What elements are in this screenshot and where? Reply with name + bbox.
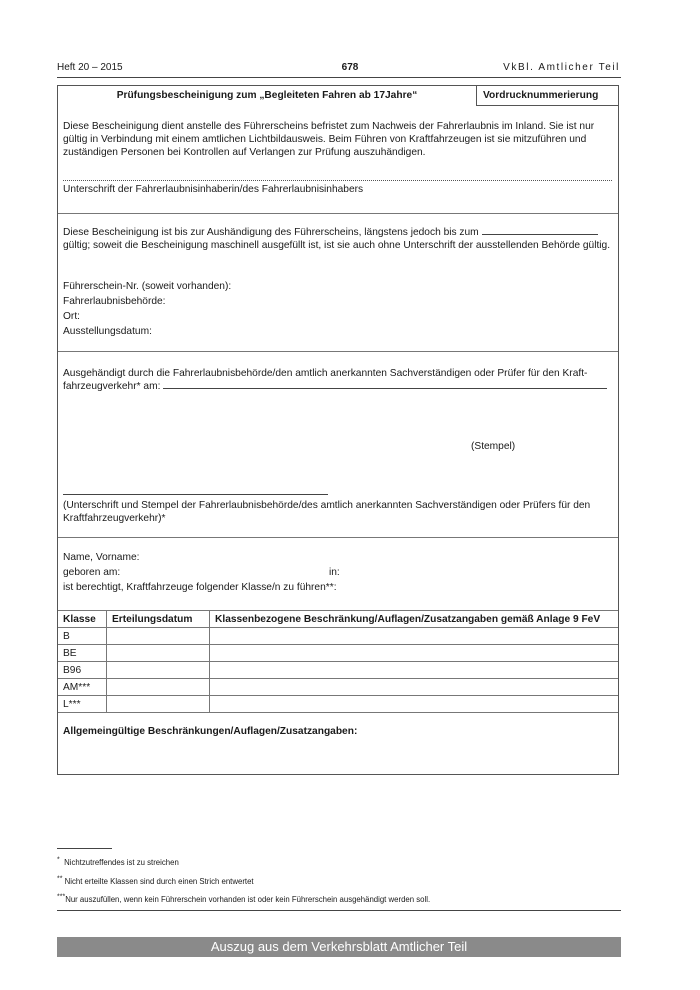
- license-number-label: Führerschein-Nr. (soweit vorhanden):: [63, 281, 232, 292]
- handed-out-line: [63, 380, 612, 393]
- footnote-mark: **: [57, 875, 63, 883]
- place-label: Ort:: [63, 311, 80, 322]
- birth-date-label: geboren am:: [63, 567, 121, 578]
- birth-place-label: in:: [329, 567, 340, 578]
- name-label: Name, Vorname:: [63, 552, 140, 563]
- intro-text: Diese Bescheinigung dient anstelle des Führerscheins befristet zum Nachweis der Fahrerlaubnis im Inland. Sie ist nur gültig in Verbindung mit einem amtlichen Lichtbildausweis. Beim Führen von Kraftfahrzeugen ist sie mitzuführen und zuständigen Personen bei Kontrollen auf Verlangen zur Prüfung auszuhändigen.: [63, 121, 595, 159]
- footnote-text: Nichtzutreffendes ist zu streichen: [64, 858, 179, 867]
- footnote-text: Nicht erteilte Klassen sind durch einen Strich entwertet: [64, 877, 254, 886]
- class-cell: L***: [58, 696, 107, 713]
- form-numbering-box: Vordrucknummerierung: [476, 86, 618, 106]
- certificate-form: [57, 85, 619, 775]
- table-row: [58, 662, 618, 679]
- footnote-1: [57, 858, 179, 867]
- handover-section: [58, 351, 618, 538]
- table-row: [58, 696, 618, 713]
- class-cell: B96: [58, 662, 107, 679]
- stamp-label: (Stempel): [471, 441, 516, 452]
- validity-text: [63, 226, 612, 252]
- date-cell[interactable]: [107, 662, 210, 679]
- license-classes-table: [58, 610, 618, 713]
- table-row: [58, 679, 618, 696]
- footnote-3: [57, 895, 430, 904]
- intro-section: [58, 106, 618, 213]
- class-cell: AM***: [58, 679, 107, 696]
- issue-date-label: Ausstellungsdatum:: [63, 326, 152, 337]
- footer-rule: [57, 910, 621, 911]
- handed-out-text: Ausgehändigt durch die Fahrerlaubnisbehörde/den amtlich anerkannten Sachverständigen oder Prüfer für den Kraft-: [63, 368, 588, 379]
- validity-text-end: gültig; soweit die Bescheinigung maschinell ausgefüllt ist, ist sie auch ohne Unterschrift der ausstellenden Behörde gültig.: [63, 240, 611, 252]
- table-header-row: [58, 611, 618, 628]
- restriction-cell[interactable]: [210, 679, 619, 696]
- journal-title: VkBl. Amtlicher Teil: [503, 62, 620, 73]
- authority-signature-label: (Unterschrift und Stempel der Fahrerlaubnisbehörde/des amtlich anerkannten Sachverständigen oder Prüfers für den Kraftfahrzeugverkehr)*: [63, 500, 591, 525]
- restriction-cell[interactable]: [210, 628, 619, 645]
- entitled-text: ist berechtigt, Kraftfahrzeuge folgender Klasse/n zu führen**:: [63, 582, 337, 593]
- footnote-mark: ***: [57, 893, 66, 901]
- date-cell[interactable]: [107, 679, 210, 696]
- date-cell[interactable]: [107, 696, 210, 713]
- holder-signature-line[interactable]: [63, 180, 612, 181]
- footnote-2: [57, 877, 254, 886]
- footnote-rule: [57, 848, 112, 849]
- footnote-mark: *: [57, 856, 60, 864]
- col-erteilungsdatum: Erteilungsdatum: [107, 611, 210, 628]
- validity-section: [58, 213, 618, 352]
- class-cell: BE: [58, 645, 107, 662]
- general-restrictions-label: Allgemeingültige Beschränkungen/Auflagen/Zusatzangaben:: [63, 726, 358, 737]
- holder-data-section: [58, 537, 618, 774]
- validity-date-field[interactable]: [482, 234, 598, 235]
- handed-out-date-field[interactable]: [163, 388, 607, 389]
- handed-out-text-2: fahrzeugverkehr* am:: [63, 381, 161, 392]
- footnote-text: Nur auszufüllen, wenn kein Führerschein vorhanden ist oder kein Führerschein ausgehändigt werden soll.: [65, 895, 431, 904]
- holder-signature-label: Unterschrift der Fahrerlaubnisinhaberin/des Fahrerlaubnisinhabers: [63, 184, 364, 195]
- class-cell: B: [58, 628, 107, 645]
- authority-label: Fahrerlaubnisbehörde:: [63, 296, 166, 307]
- validity-text-start: Diese Bescheinigung ist bis zur Aushändigung des Führerscheins, längstens jedoch bis zum: [63, 227, 479, 238]
- page-number: 678: [341, 62, 359, 73]
- table-row: [58, 628, 618, 645]
- date-cell[interactable]: [107, 628, 210, 645]
- col-klasse: Klasse: [58, 611, 107, 628]
- restriction-cell[interactable]: [210, 696, 619, 713]
- header-rule: [57, 77, 621, 78]
- form-title: Prüfungsbescheinigung zum „Begleiteten Fahren ab 17Jahre“: [116, 90, 418, 101]
- restriction-cell[interactable]: [210, 645, 619, 662]
- date-cell[interactable]: [107, 645, 210, 662]
- col-beschraenkung: Klassenbezogene Beschränkung/Auflagen/Zusatzangaben gemäß Anlage 9 FeV: [210, 611, 619, 628]
- restriction-cell[interactable]: [210, 662, 619, 679]
- authority-signature-line[interactable]: [63, 494, 328, 495]
- issue-label: Heft 20 – 2015: [57, 62, 123, 73]
- journal-banner: Auszug aus dem Verkehrsblatt Amtlicher Teil: [57, 937, 621, 957]
- table-row: [58, 645, 618, 662]
